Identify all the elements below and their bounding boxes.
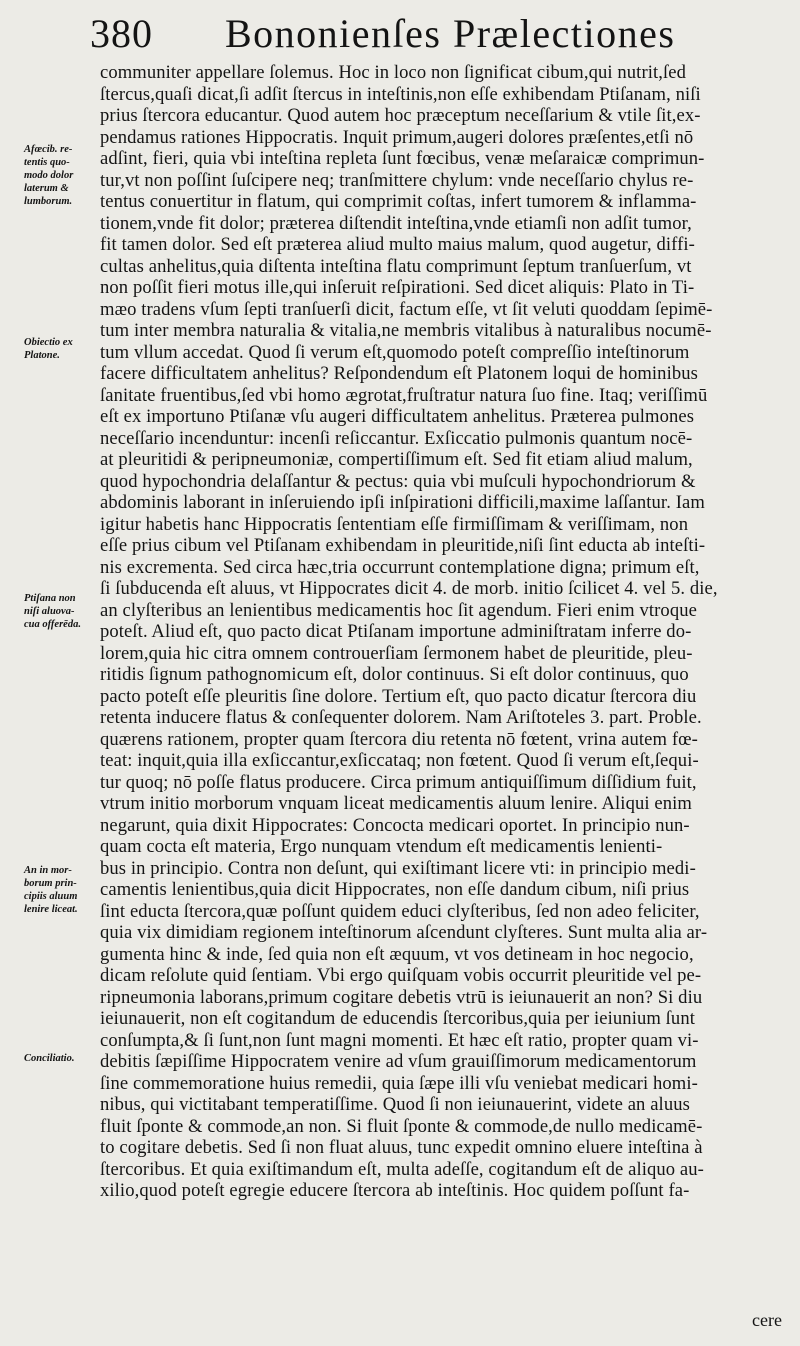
text-line: quia vix dimidiam regionem inteſtinorum aſcendunt clyſteres. Sunt multa alia ar- xyxy=(100,922,708,943)
text-line: pendamus rationes Hippocratis. Inquit primum,augeri dolores præſentes,etſi nō xyxy=(100,126,694,148)
margin-note-line: borum prin- xyxy=(24,878,77,889)
text-line: ieiunauerit, non eſt cogitandum de educendis ſtercoribus,quia per ieiunium ſunt xyxy=(100,1008,695,1029)
text-line: tionem,vnde fit dolor; præterea diſtendit inteſtina,vnde etiamſi non adſit tumor, xyxy=(100,212,692,234)
text-line: nibus, qui victitabant temperatiſſime. Quod ſi non ieiunauerint, videte an aluus xyxy=(100,1094,690,1115)
text-line: negarunt, quia dixit Hippocrates: Concocta medicari oportet. In principio nun- xyxy=(100,814,690,836)
margin-note xyxy=(24,1052,100,1065)
margin-note-line: Ptiſana non xyxy=(24,593,76,604)
margin-note-line: Conciliatio. xyxy=(24,1053,75,1064)
margin-note-line: lenire liceat. xyxy=(24,904,78,915)
margin-note-line: Platone. xyxy=(24,350,60,361)
text-line: bus in principio. Contra non deſunt, qui exiſtimant licere vti: in principio medi- xyxy=(100,857,696,879)
margin-note xyxy=(24,592,100,631)
margin-note-line: cipiis aluum xyxy=(24,891,78,902)
margin-note-line: cua offerēda. xyxy=(24,619,81,630)
margin-note-line: tentis quo- xyxy=(24,157,70,168)
text-line: adſint, fieri, quia vbi inteſtina repleta ſunt fœcibus, venæ meſaraicæ comprimun- xyxy=(100,148,705,169)
body-text xyxy=(100,62,790,1202)
text-line: conſumpta,& ſi ſunt,non ſunt magni momenti. Et hæc eſt ratio, propter quam vi- xyxy=(100,1029,699,1051)
text-line: neceſſario incenduntur: incenſi reſiccantur. Exſiccatio pulmonis quantum nocē- xyxy=(100,427,693,449)
text-line: xilio,quod poteſt egregie educere ſtercora ab inteſtinis. Hoc quidem poſſunt fa- xyxy=(100,1180,690,1201)
text-line: to cogitare debetis. Sed ſi non fluat aluus, tunc expedit omnino eluere inteſtina à xyxy=(100,1137,703,1158)
margin-note-line: niſi aluova- xyxy=(24,606,75,617)
margin-note-line: Afœcib. re- xyxy=(24,144,73,155)
text-line: lorem,quia hic citra omnem controuerſiam ſermonem habet de pleuritide, pleu- xyxy=(100,642,693,664)
text-line: vtrum initio morborum vnquam liceat medicamentis aluum lenire. Aliqui enim xyxy=(100,793,692,814)
text-line: mæo tradens vſum ſepti tranſuerſi dicit, factum eſſe, vt ſit veluti quoddam ſepimē- xyxy=(100,298,713,320)
margin-note-line: Obiectio ex xyxy=(24,337,73,348)
text-line: ſine commemoratione huius remedii, quia ſæpe illi vſu veniebat medicari homi- xyxy=(100,1072,698,1094)
margin-notes xyxy=(0,0,100,1346)
page-number: 380 xyxy=(90,11,153,56)
margin-note xyxy=(24,143,100,208)
text-line: ritidis ſignum pathognomicum eſt, dolor continuus. Si eſt dolor continuus, quo xyxy=(100,664,689,685)
text-line: dicam reſolute quid ſentiam. Vbi ergo quiſquam vobis occurrit pleuritide vel pe- xyxy=(100,965,702,986)
text-line: nis excrementa. Sed circa hæc,tria occurrunt contemplatione digna; primum eſt, xyxy=(100,556,700,578)
text-line: cultas anhelitus,quia diſtenta inteſtina flatu comprimunt ſeptum tranſuerſum, vt xyxy=(100,255,692,277)
margin-note-line: modo dolor xyxy=(24,170,74,181)
text-line: ripneumonia laborans,primum cogitare debetis vtrū is ieiunauerit an non? Si diu xyxy=(100,986,703,1008)
text-line: ſtercoribus. Et quia exiſtimandum eſt, multa adeſſe, cogitandum eſt de aliquo au- xyxy=(100,1158,704,1180)
margin-note-line: laterum & xyxy=(24,183,69,194)
text-line: debitis ſæpiſſime Hippocratem venire ad vſum grauiſſimorum medicamentorum xyxy=(100,1051,697,1072)
text-line: teat: inquit,quia illa exſiccantur,exſiccataq; non fœtent. Quod ſi verum eſt,ſequi- xyxy=(100,750,699,771)
text-line: ſint educta ſtercora,quæ poſſunt quidem educi clyſteribus, ſed non adeo feliciter, xyxy=(100,900,700,922)
text-line: tum vllum accedat. Quod ſi verum eſt,quomodo poteſt compreſſio inteſtinorum xyxy=(100,341,690,363)
text-line: eſſe prius cibum vel Ptiſanam exhibendam in pleuritide,niſi ſint educta ab inteſti- xyxy=(100,535,706,556)
page-header xyxy=(90,6,690,64)
text-line: tentus conuertitur in flatum, qui comprimit coſtas, infert tumorem & inflamma- xyxy=(100,191,697,212)
margin-note-line: lumborum. xyxy=(24,196,73,207)
text-line: gumenta hinc & inde, ſed quia non eſt æquum, vt vos detineam in hoc negocio, xyxy=(100,943,694,965)
text-line: prius ſtercora educantur. Quod autem hoc præceptum neceſſarium & vtile ſit,ex- xyxy=(100,105,701,126)
text-line: poteſt. Aliud eſt, quo pacto dicat Ptiſanam importune adminiſtratam inferre do- xyxy=(100,621,692,642)
margin-note xyxy=(24,864,100,916)
text-line: quærens rationem, propter quam ſtercora diu retenta nō fœtent, vrina autem fœ- xyxy=(100,728,698,750)
text-line: tur quoq; nō poſſe flatus producere. Circa primum antiquiſſimum diſſidium fuit, xyxy=(100,771,697,793)
text-line: at pleuritidi & peripneumoniæ, compertiſſimum eſt. Sed fit etiam aliud malum, xyxy=(100,449,693,470)
text-line: fit tamen dolor. Sed eſt præterea aliud multo maius malum, quod augetur, diffi- xyxy=(100,234,695,255)
text-line: camentis lenientibus,quia dicit Hippocrates, non eſſe dandum cibum, niſi prius xyxy=(100,879,690,900)
catchword: cere xyxy=(752,1310,782,1330)
text-line: an clyſteribus an lenientibus medicamentis hoc ſit agendum. Fieri enim vtroque xyxy=(100,599,697,621)
text-line: pacto poteſt eſſe pleuritis ſine dolore. Tertium eſt, quo pacto dicatur ſtercora diu xyxy=(100,685,697,707)
text-line: non poſſit fieri motus ille,qui inſeruit reſpirationi. Sed dicet aliquis: Plato in Ti- xyxy=(100,277,695,298)
text-line: eſt ex importuno Ptiſanæ vſu augeri difficultatem anhelitus. Præterea pulmones xyxy=(100,406,695,427)
text-line: ſtercus,quaſi dicat,ſi adſit ſtercus in inteſtinis,non eſſe exhibendam Ptiſanam, niſi xyxy=(100,83,701,105)
text-line: tum inter membra naturalia & vitalia,ne membris vitalibus à naturalibus nocumē- xyxy=(100,320,712,341)
margin-note xyxy=(24,336,100,362)
margin-note-line: An in mor- xyxy=(24,865,72,876)
text-line: igitur habetis hanc Hippocratis ſententiam eſſe firmiſſimam & veriſſimam, non xyxy=(100,513,689,535)
text-line: fluit ſponte & commode,an non. Si fluit ſponte & commode,de nullo medicamē- xyxy=(100,1115,703,1137)
text-line: quam cocta eſt materia, Ergo nunquam vtendum eſt medicamentis lenienti- xyxy=(100,836,663,857)
text-line: tur,vt non poſſint ſuſcipere neq; tranſmittere chylum: vnde neceſſario chylus re- xyxy=(100,169,694,191)
text-line: communiter appellare ſolemus. Hoc in loco non ſignificat cibum,qui nutrit,ſed xyxy=(100,62,687,83)
text-line: retenta inducere flatus & conſequenter dolorem. Nam Ariſtoteles 3. part. Proble. xyxy=(100,707,702,728)
text-line: abdominis laborant in inſeruiendo ipſi inſpirationi difficili,maxime laſſantur. Iam xyxy=(100,492,705,513)
text-line: quod hypochondria delaſſantur & pectus: quia vbi muſculi hypochondriorum & xyxy=(100,470,696,492)
text-line: ſanitate fruentibus,ſed vbi homo ægrotat,fruſtratur natura ſuo fine. Itaq; veriſſimū xyxy=(100,384,708,406)
running-title: Bononienſes Prælectiones xyxy=(225,11,676,56)
text-line: ſi ſubducenda eſt aluus, vt Hippocrates dicit 4. de morb. initio ſcilicet 4. vel 5. die, xyxy=(100,578,718,599)
text-line: facere difficultatem anhelitus? Reſpondendum eſt Platonem loqui de hominibus xyxy=(100,363,698,384)
